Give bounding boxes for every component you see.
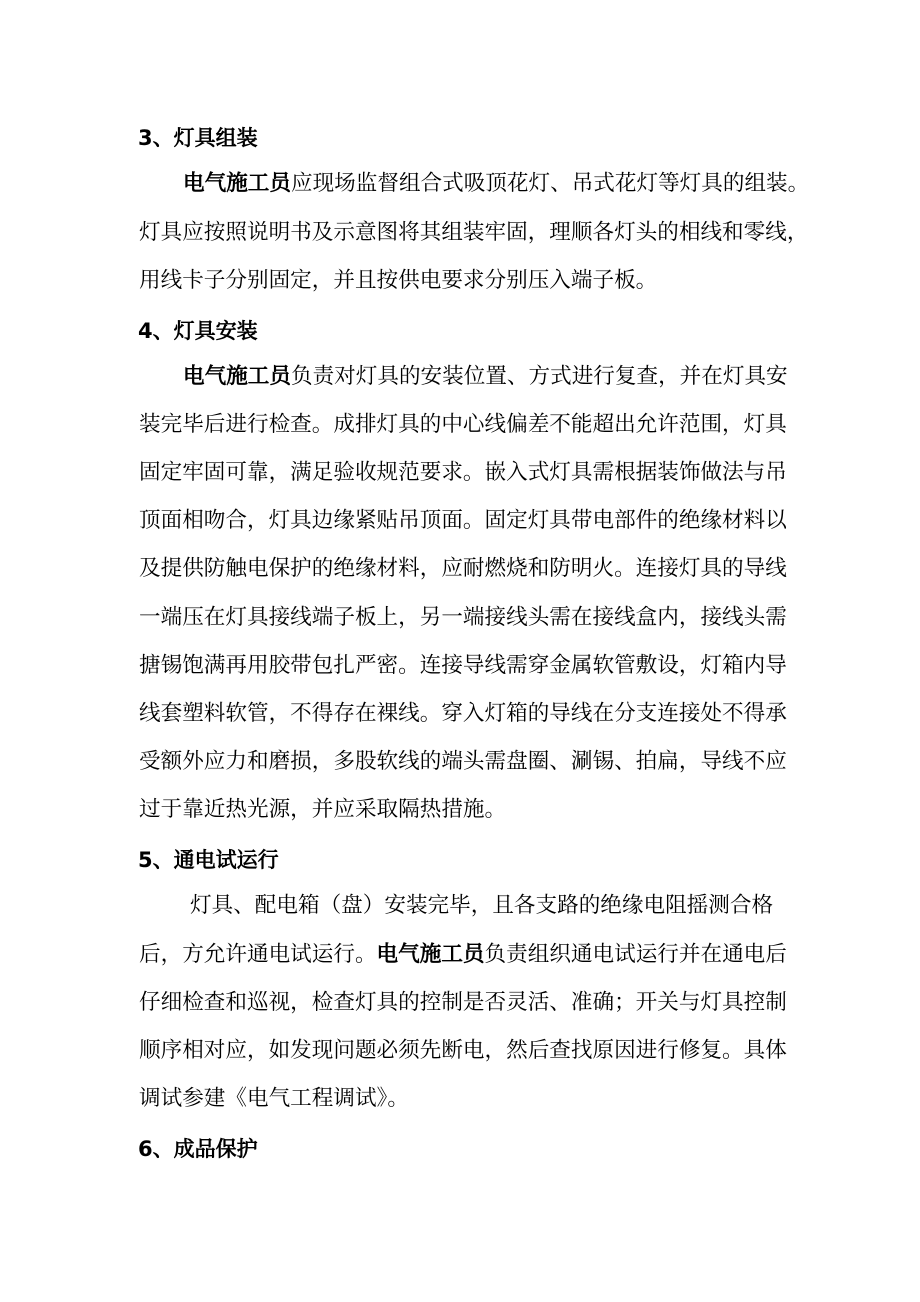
paragraph-line: 线套塑料软管，不得存在裸线。穿入灯箱的导线在分支连接处不得承 xyxy=(139,701,787,726)
paragraph-line: 装完毕后进行检查。成排灯具的中心线偏差不能超出允许范围，灯具 xyxy=(139,412,787,437)
paragraph-line: 后，方允许通电试运行。电气施工员负责组织通电试运行并在通电后 xyxy=(139,942,787,967)
paragraph-line: 固定牢固可靠，满足验收规范要求。嵌入式灯具需根据装饰做法与吊 xyxy=(139,460,787,485)
role-term: 电气施工员 xyxy=(183,364,291,389)
section-3-heading: 3、灯具组装 xyxy=(138,126,258,150)
paragraph-line: 一端压在灯具接线端子板上，另一端接线头需在接线盒内，接线头需 xyxy=(139,605,787,630)
paragraph-line: 灯具、配电箱（盘）安装完毕，且各支路的绝缘电阻摇测合格 xyxy=(190,893,774,918)
paragraph-line: 电气施工员应现场监督组合式吸顶花灯、吊式花灯等灯具的组装。 xyxy=(183,171,810,196)
paragraph-line: 搪锡饱满再用胶带包扎严密。连接导线需穿金属软管敷设，灯箱内导 xyxy=(139,653,787,678)
section-5-heading: 5、通电试运行 xyxy=(138,848,279,872)
paragraph-line: 用线卡子分别固定，并且按供电要求分别压入端子板。 xyxy=(139,268,658,293)
paragraph-line: 顺序相对应，如发现问题必须先断电，然后查找原因进行修复。具体 xyxy=(139,1038,787,1063)
paragraph-line: 受额外应力和磨损，多股软线的端头需盘圈、涮锡、拍扁，导线不应 xyxy=(139,749,787,774)
role-term: 电气施工员 xyxy=(183,171,291,196)
paragraph-line: 电气施工员负责对灯具的安装位置、方式进行复查，并在灯具安 xyxy=(183,364,788,389)
paragraph-line: 及提供防触电保护的绝缘材料，应耐燃烧和防明火。连接灯具的导线 xyxy=(139,556,787,581)
paragraph-line: 过于靠近热光源，并应采取隔热措施。 xyxy=(139,797,507,822)
paragraph-line: 灯具应按照说明书及示意图将其组装牢固，理顺各灯头的相线和零线， xyxy=(139,220,809,245)
paragraph-line: 顶面相吻合，灯具边缘紧贴吊顶面。固定灯具带电部件的绝缘材料以 xyxy=(139,508,787,533)
role-term: 电气施工员 xyxy=(376,942,485,967)
section-6-heading: 6、成品保护 xyxy=(138,1137,258,1161)
section-4-heading: 4、灯具安装 xyxy=(138,319,258,343)
paragraph-line: 仔细检查和巡视，检查灯具的控制是否灵活、准确；开关与灯具控制 xyxy=(139,990,787,1015)
paragraph-line: 调试参建《电气工程调试》。 xyxy=(139,1086,409,1111)
